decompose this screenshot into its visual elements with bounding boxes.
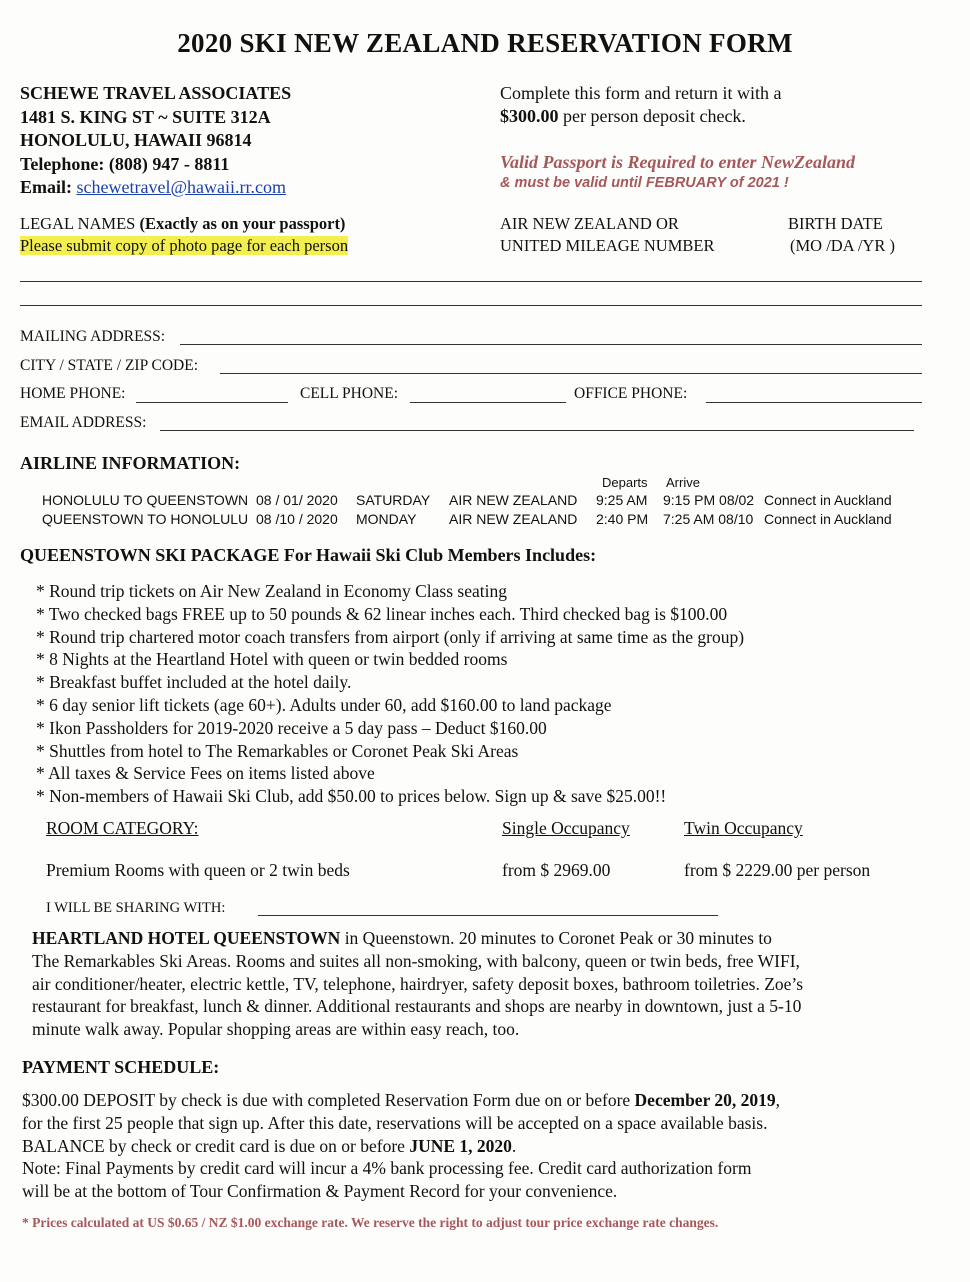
legal-names-label: LEGAL NAMES bbox=[20, 214, 136, 233]
legal-names-row bbox=[20, 213, 348, 235]
list-item: * Shuttles from hotel to The Remarkables or Coronet Peak Ski Areas bbox=[36, 740, 519, 761]
legal-names-header bbox=[20, 213, 348, 257]
passport-line-2: & must be valid until FEBRUARY of 2021 ! bbox=[500, 175, 789, 191]
flight-route: QUEENSTOWN TO HONOLULU bbox=[42, 511, 249, 527]
flight-arrive: 9:15 PM 08/02 bbox=[663, 492, 755, 508]
twin-price: from $ 2229.00 per person bbox=[684, 860, 871, 880]
office-phone-input[interactable] bbox=[706, 402, 922, 403]
photo-page-highlight: Please submit copy of photo page for each person bbox=[20, 236, 349, 255]
office-phone-label: OFFICE PHONE: bbox=[574, 385, 688, 402]
payment-line-1 bbox=[22, 1089, 780, 1112]
payment-heading: PAYMENT SCHEDULE: bbox=[22, 1057, 220, 1077]
flight-departs: 2:40 PM bbox=[596, 511, 649, 527]
mailing-address-field bbox=[20, 328, 165, 346]
flight-route: HONOLULU TO QUEENSTOWN bbox=[42, 492, 249, 508]
agency-email-row bbox=[20, 176, 291, 200]
single-occupancy-label: Single Occupancy bbox=[502, 818, 630, 838]
flight-date: 08 /10 / 2020 bbox=[256, 511, 338, 527]
name-line-2[interactable] bbox=[20, 305, 922, 306]
airline-heading: AIRLINE INFORMATION: bbox=[20, 453, 241, 473]
exchange-rate-footnote: * Prices calculated at US $0.65 / NZ $1.00 exchange rate. We reserve the right to adjust tour price exchange rate changes. bbox=[22, 1215, 719, 1230]
payment-details bbox=[22, 1089, 780, 1203]
list-item: * All taxes & Service Fees on items listed above bbox=[36, 763, 375, 784]
legal-names-note: (Exactly as on your passport) bbox=[139, 214, 346, 233]
room-name: Premium Rooms with queen or 2 twin beds bbox=[46, 860, 350, 880]
list-item: * Two checked bags FREE up to 50 pounds & 62 linear inches each. Third checked bag is $100.00 bbox=[36, 603, 728, 624]
flight-airline: AIR NEW ZEALAND bbox=[449, 511, 578, 527]
list-item: * Ikon Passholders for 2019-2020 receive a 5 day pass – Deduct $160.00 bbox=[36, 717, 547, 738]
city-state-zip-label: CITY / STATE / ZIP CODE: bbox=[20, 357, 199, 374]
cell-phone-input[interactable] bbox=[410, 402, 566, 403]
mailing-address-input[interactable] bbox=[180, 344, 922, 345]
list-item: * Breakfast buffet included at the hotel daily. bbox=[36, 672, 352, 693]
intro-line-2-rest: per person deposit check. bbox=[558, 106, 746, 126]
departs-label: Departs bbox=[602, 475, 648, 490]
home-phone-label: HOME PHONE: bbox=[20, 385, 126, 402]
intro-line-2 bbox=[500, 105, 781, 128]
agency-name: SCHEWE TRAVEL ASSOCIATES bbox=[20, 83, 292, 103]
payment-line-4: Note: Final Payments by credit card will incur a 4% bank processing fee. Credit card authorization form bbox=[22, 1158, 752, 1179]
hotel-line-4: restaurant for breakfast, lunch & dinner. Additional restaurants and shops are nearby in downtown, just a 5-10 bbox=[32, 996, 802, 1017]
list-item: * Round trip tickets on Air New Zealand in Economy Class seating bbox=[36, 581, 507, 601]
mileage-line-1: AIR NEW ZEALAND OR bbox=[500, 214, 679, 233]
hotel-line-3: air conditioner/heater, electric kettle, TV, telephone, hairdryer, safety deposit boxes, bathroom toiletries. Zoe’s bbox=[32, 973, 804, 994]
twin-occupancy-label: Twin Occupancy bbox=[684, 818, 803, 838]
hotel-line-2: The Remarkables Ski Areas. Rooms and suites all non-smoking, with balcony, queen or twin beds, free WIFI, bbox=[32, 950, 800, 971]
hotel-line-1-rest: in Queenstown. 20 minutes to Coronet Peak or 30 minutes to bbox=[340, 928, 772, 948]
name-line-1[interactable] bbox=[20, 281, 922, 282]
agency-info bbox=[20, 82, 291, 200]
payment-line-1-text: $300.00 DEPOSIT by check is due with completed Reservation Form due on or before bbox=[22, 1090, 635, 1110]
passport-notice bbox=[500, 152, 855, 191]
deposit-amount: $300.00 bbox=[500, 106, 559, 126]
intro-line-1: Complete this form and return it with a bbox=[500, 83, 782, 103]
payment-line-3-end: . bbox=[511, 1135, 517, 1156]
payment-line-3 bbox=[22, 1135, 780, 1158]
email-link[interactable]: schewetravel@hawaii.rr.com bbox=[76, 177, 286, 197]
passport-line-1: Valid Passport is Required to enter NewZealand bbox=[500, 152, 856, 172]
list-item: * 6 day senior lift tickets (age 60+). Adults under 60, add $160.00 to land package bbox=[36, 694, 612, 715]
city-state-zip-field bbox=[20, 357, 198, 375]
payment-line-2: for the first 25 people that sign up. After this date, reservations will be accepted on a space available basis. bbox=[22, 1112, 768, 1133]
flight-day: MONDAY bbox=[356, 511, 417, 527]
mailing-address-label: MAILING ADDRESS: bbox=[20, 328, 166, 345]
payment-line-3-text: BALANCE by check or credit card is due on or before bbox=[22, 1135, 410, 1156]
mileage-line-2: UNITED MILEAGE NUMBER bbox=[500, 236, 715, 255]
email-label: Email: bbox=[20, 177, 77, 197]
city-state-zip-input[interactable] bbox=[220, 373, 922, 374]
flight-airline: AIR NEW ZEALAND bbox=[449, 492, 578, 508]
hotel-description bbox=[32, 927, 803, 1041]
list-item: * 8 Nights at the Heartland Hotel with queen or twin bedded rooms bbox=[36, 649, 508, 670]
agency-telephone: Telephone: (808) 947 - 8811 bbox=[20, 153, 230, 174]
agency-address-2: HONOLULU, HAWAII 96814 bbox=[20, 130, 252, 150]
email-address-label: EMAIL ADDRESS: bbox=[20, 414, 147, 431]
birth-date-line-2: (MO /DA /YR ) bbox=[790, 236, 895, 255]
form-title: 2020 SKI NEW ZEALAND RESERVATION FORM bbox=[177, 28, 793, 58]
flight-arrive: 7:25 AM 08/10 bbox=[663, 511, 754, 527]
payment-line-5: will be at the bottom of Tour Confirmation & Payment Record for your convenience. bbox=[22, 1181, 618, 1202]
room-category-label: ROOM CATEGORY: bbox=[46, 818, 199, 838]
deposit-deadline: December 20, 2019 bbox=[634, 1090, 776, 1110]
sharing-with-input[interactable] bbox=[258, 915, 718, 916]
flight-departs: 9:25 AM bbox=[596, 492, 648, 508]
birth-date-header bbox=[788, 213, 895, 257]
sharing-with-label: I WILL BE SHARING WITH: bbox=[46, 900, 226, 916]
flight-note: Connect in Auckland bbox=[764, 492, 892, 508]
flight-note: Connect in Auckland bbox=[764, 511, 892, 527]
agency-address-1: 1481 S. KING ST ~ SUITE 312A bbox=[20, 106, 271, 127]
mileage-header bbox=[500, 213, 714, 257]
hotel-name: HEARTLAND HOTEL QUEENSTOWN bbox=[32, 928, 341, 948]
hotel-line-5: minute walk away. Popular shopping areas are within easy reach, too. bbox=[32, 1019, 520, 1040]
arrive-label: Arrive bbox=[666, 475, 700, 490]
hotel-line-1 bbox=[32, 927, 803, 950]
birth-date-line-1: BIRTH DATE bbox=[788, 214, 883, 233]
flight-date: 08 / 01/ 2020 bbox=[256, 492, 338, 508]
list-item: * Non-members of Hawaii Ski Club, add $50.00 to prices below. Sign up & save $25.00!! bbox=[36, 786, 667, 807]
flight-day: SATURDAY bbox=[356, 492, 431, 508]
photo-page-note bbox=[20, 235, 348, 257]
balance-deadline: JUNE 1, 2020 bbox=[409, 1135, 512, 1156]
email-address-input[interactable] bbox=[160, 430, 914, 431]
single-price: from $ 2969.00 bbox=[502, 860, 611, 880]
payment-line-1-end: , bbox=[775, 1090, 781, 1110]
intro-text bbox=[500, 82, 781, 128]
package-heading: QUEENSTOWN SKI PACKAGE For Hawaii Ski Club Members Includes: bbox=[20, 545, 597, 565]
package-list bbox=[36, 580, 744, 808]
cell-phone-label: CELL PHONE: bbox=[300, 385, 399, 402]
list-item: * Round trip chartered motor coach transfers from airport (only if arriving at same time as the group) bbox=[36, 626, 745, 647]
home-phone-input[interactable] bbox=[136, 402, 288, 403]
